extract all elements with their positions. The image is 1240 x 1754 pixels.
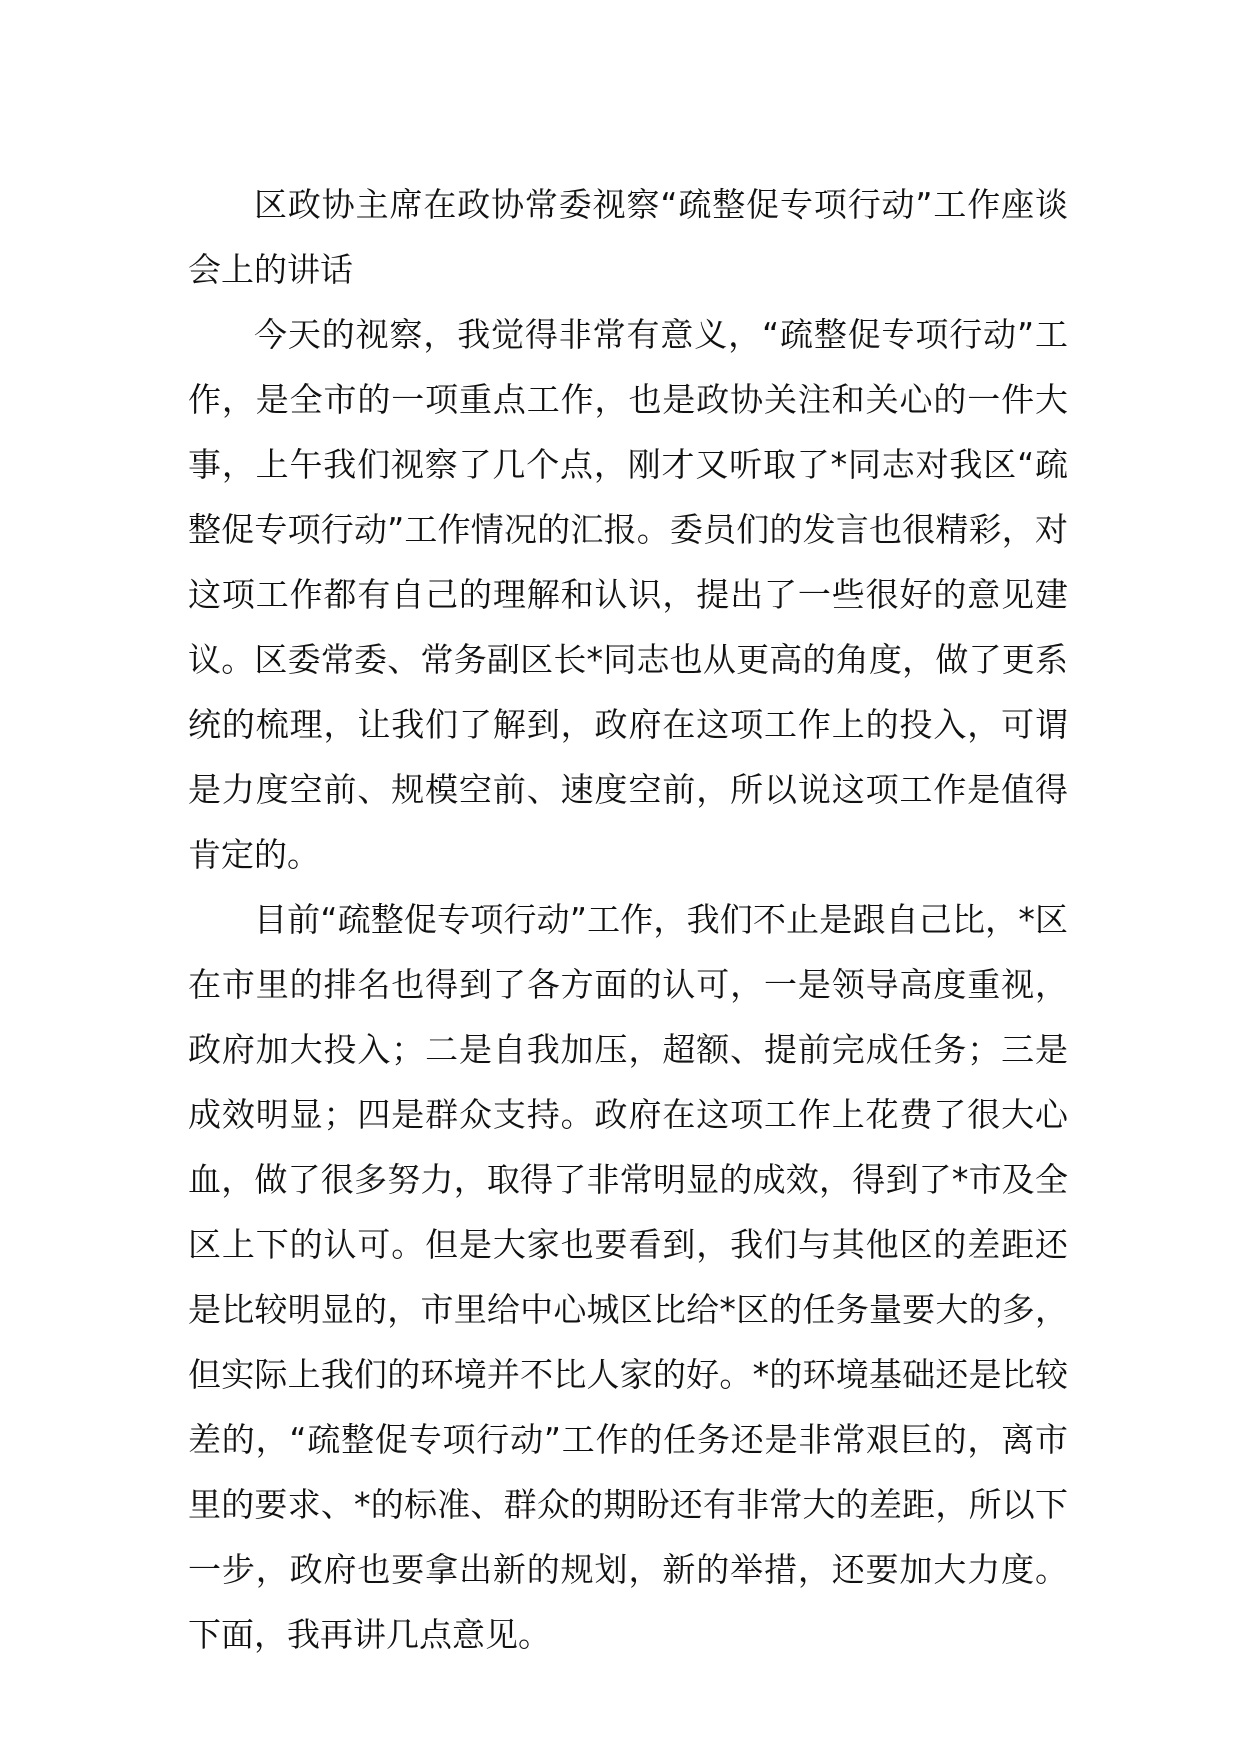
document-title: 区政协主席在政协常委视察“疏整促专项行动”工作座谈会上的讲话 (188, 185, 1068, 289)
paragraph-2: 目前“疏整促专项行动”工作，我们不止是跟自己比，*区在市里的排名也得到了各方面的认可，一是领导高度重视，政府加大投入；二是自我加压，超额、提前完成任务；三是成效明显；四是群众支持。政府在这项工作上花费了很大心血，做了很多努力，取得了非常明显的成效，得到了*市及全区上下的认可。但是大家也要看到，我们与其他区的差距还是比较明显的，市里给中心城区比给*区的任务量要大的多，但实际上我们的环境并不比人家的好。*的环境基础还是比较差的，“疏整促专项行动”工作的任务还是非常艰巨的，离市里的要求、*的标准、群众的期盼还有非常大的差距，所以下一步，政府也要拿出新的规划，新的举措，还要加大力度。下面，我再讲几点意见。 (188, 900, 1068, 1654)
paragraph-1: 今天的视察，我觉得非常有意义，“疏整促专项行动”工作，是全市的一项重点工作，也是政协关注和关心的一件大事，上午我们视察了几个点，刚才又听取了*同志对我区“疏整促专项行动”工作情况的汇报。委员们的发言也很精彩，对这项工作都有自己的理解和认识，提出了一些很好的意见建议。区委常委、常务副区长*同志也从更高的角度，做了更系统的梳理，让我们了解到，政府在这项工作上的投入，可谓是力度空前、规模空前、速度空前，所以说这项工作是值得肯定的。 (188, 315, 1068, 874)
document-page (188, 172, 1068, 1667)
